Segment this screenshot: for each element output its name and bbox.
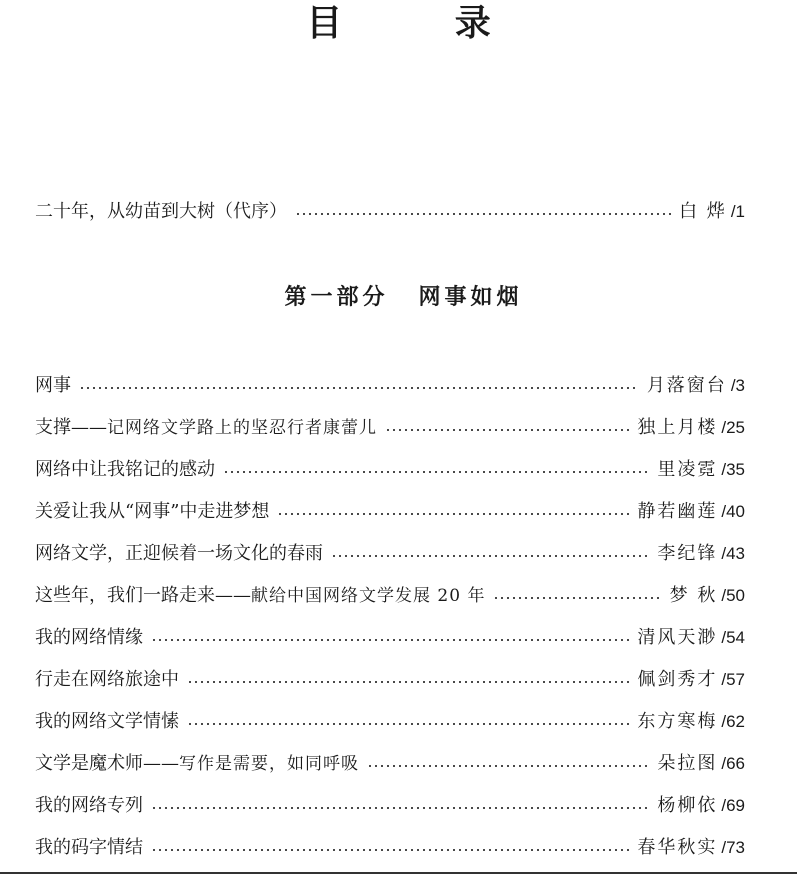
entry-author: 清风天渺	[637, 627, 718, 648]
entry-title: 我的网络文学情愫	[35, 711, 179, 732]
entry-author: 梦 秋	[669, 585, 718, 606]
entry-subtitle: 写作是需要，如同呼吸	[179, 754, 359, 774]
entry-title: 网事	[35, 375, 71, 396]
toc-entry[interactable]	[35, 373, 745, 399]
entry-author: 佩剑秀才	[637, 669, 718, 690]
dot-leader	[187, 681, 629, 683]
entry-author: 杨柳依	[657, 795, 718, 816]
entry-title: 这些年，我们一路走来——	[35, 585, 251, 606]
entry-author: 白 烨	[679, 201, 727, 222]
dot-leader	[151, 849, 629, 851]
entry-page: /62	[721, 712, 745, 731]
dot-leader	[187, 723, 629, 725]
dot-leader	[151, 639, 629, 641]
entry-title: 网络中让我铭记的感动	[35, 459, 215, 480]
entry-title: 网络文学，正迎候着一场文化的春雨	[35, 543, 323, 564]
toc-entry[interactable]	[35, 541, 745, 567]
dot-leader	[331, 555, 649, 557]
section-name: 网事如烟	[418, 285, 523, 310]
entry-author: 李纪锋	[657, 543, 718, 564]
entry-author: 月落窗台	[646, 375, 727, 396]
entry-title: 支撑——	[35, 417, 107, 438]
entry-page: /54	[721, 628, 745, 647]
toc-entry[interactable]	[35, 625, 745, 651]
section-heading	[0, 282, 797, 314]
toc-entry[interactable]	[35, 415, 745, 441]
dot-leader	[385, 429, 629, 431]
entry-title: 我的码字情结	[35, 837, 143, 858]
dot-leader	[277, 513, 629, 515]
toc-entry[interactable]	[35, 457, 745, 483]
entry-author: 东方寒梅	[637, 711, 718, 732]
toc-entry[interactable]	[35, 835, 745, 861]
entry-page: /1	[730, 202, 745, 221]
entry-title: 二十年，从幼苗到大树（代序）	[35, 201, 287, 222]
entry-subtitle: 记网络文学路上的坚忍行者康蕾儿	[107, 418, 377, 438]
entry-page: /3	[730, 376, 745, 395]
dot-leader	[79, 387, 639, 389]
entry-title: 文学是魔术师——	[35, 753, 179, 774]
entry-page: /66	[721, 754, 745, 773]
entry-title: 关爱让我从“网事”中走进梦想	[35, 501, 270, 522]
entry-title: 我的网络专列	[35, 795, 143, 816]
entry-page: /25	[721, 418, 745, 437]
entry-author: 里凌霓	[657, 459, 718, 480]
entry-page: /57	[721, 670, 745, 689]
toc-entry-preface[interactable]	[35, 199, 745, 225]
entry-page: /35	[721, 460, 745, 479]
entry-author: 朵拉图	[657, 753, 718, 774]
entry-page: /43	[721, 544, 745, 563]
entry-author: 静若幽莲	[637, 501, 718, 522]
toc-entry[interactable]	[35, 709, 745, 735]
toc-entry[interactable]	[35, 793, 745, 819]
entry-title: 行走在网络旅途中	[35, 669, 179, 690]
entry-page: /69	[721, 796, 745, 815]
entry-page: /40	[721, 502, 745, 521]
section-number: 第一部分	[284, 285, 389, 310]
entry-title: 我的网络情缘	[35, 627, 143, 648]
toc-entry[interactable]	[35, 499, 745, 525]
dot-leader	[367, 765, 649, 767]
dot-leader	[295, 213, 671, 215]
entry-subtitle: 献给中国网络文学发展 20 年	[251, 586, 486, 606]
dot-leader	[223, 471, 649, 473]
page-title: 目 录	[306, 3, 541, 44]
entry-page: /50	[721, 586, 745, 605]
toc-entry[interactable]	[35, 667, 745, 693]
entry-author: 独上月楼	[637, 417, 718, 438]
dot-leader	[151, 807, 649, 809]
entry-author: 春华秋实	[637, 837, 718, 858]
entry-page: /73	[721, 838, 745, 857]
page-bottom-rule	[0, 872, 797, 874]
toc-entry[interactable]	[35, 583, 745, 609]
toc-entry[interactable]	[35, 751, 745, 777]
dot-leader	[493, 597, 661, 599]
